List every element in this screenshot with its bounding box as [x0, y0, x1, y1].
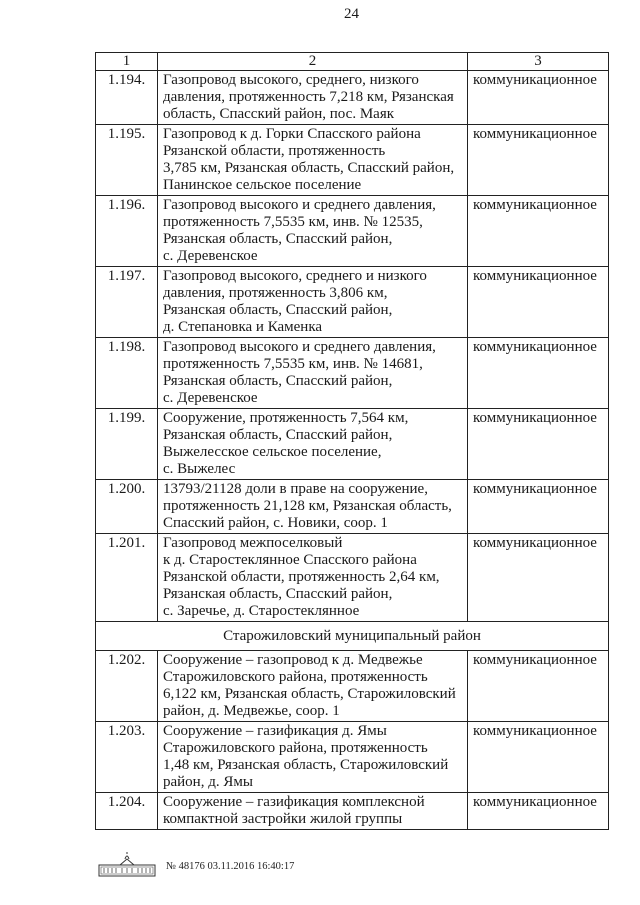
item-number: 1.200. [96, 480, 158, 534]
table-body [96, 71, 609, 830]
item-description [158, 722, 468, 793]
description-line: область, Спасский район, пос. Маяк [163, 106, 395, 122]
description-line: с. Выжелес [163, 461, 236, 477]
item-description [158, 196, 468, 267]
description-line: район, д. Ямы [163, 774, 253, 790]
description-line: Сооружение – газификация д. Ямы [163, 723, 387, 739]
description-line: Рязанская область, Спасский район, [163, 586, 393, 602]
item-number: 1.202. [96, 651, 158, 722]
table-row [96, 793, 609, 830]
table-row [96, 651, 609, 722]
item-number: 1.196. [96, 196, 158, 267]
table-row [96, 267, 609, 338]
description-line: Спасский район, с. Новики, соор. 1 [163, 515, 388, 531]
description-line: к д. Старостеклянное Спасского района [163, 552, 417, 568]
description-line: Старожиловского района, протяженность [163, 669, 428, 685]
description-line: с. Деревенское [163, 248, 258, 264]
item-description [158, 338, 468, 409]
table-header [96, 53, 609, 71]
item-category: коммуникационное [468, 196, 609, 267]
description-line: протяженность 21,128 км, Рязанская область, [163, 498, 452, 514]
item-number: 1.197. [96, 267, 158, 338]
description-line: Сооружение, протяженность 7,564 км, [163, 410, 409, 426]
description-line: давления, протяженность 7,218 км, Рязанская [163, 89, 454, 105]
item-number: 1.198. [96, 338, 158, 409]
description-line: протяженность 7,5535 км, инв. № 12535, [163, 214, 423, 230]
item-description [158, 480, 468, 534]
item-description [158, 534, 468, 622]
description-line: Рязанской области, протяженность [163, 143, 386, 159]
item-description [158, 409, 468, 480]
description-line: 13793/21128 доли в праве на сооружение, [163, 481, 428, 497]
item-number: 1.201. [96, 534, 158, 622]
description-line: Рязанская область, Спасский район, [163, 427, 393, 443]
description-line: Газопровод высокого, среднего, низкого [163, 72, 419, 88]
description-line: Сооружение – газопровод к д. Медвежье [163, 652, 423, 668]
description-line: д. Степановка и Каменка [163, 319, 323, 335]
item-category: коммуникационное [468, 125, 609, 196]
table-row [96, 480, 609, 534]
description-line: Рязанской области, протяженность 2,64 км, [163, 569, 440, 585]
description-line: Газопровод к д. Горки Спасского района [163, 126, 421, 142]
item-number: 1.204. [96, 793, 158, 830]
item-category: коммуникационное [468, 480, 609, 534]
item-category: коммуникационное [468, 267, 609, 338]
item-number: 1.199. [96, 409, 158, 480]
description-line: Газопровод высокого, среднего и низкого [163, 268, 427, 284]
description-line: Газопровод высокого и среднего давления, [163, 197, 436, 213]
item-number: 1.195. [96, 125, 158, 196]
item-description [158, 125, 468, 196]
item-category: коммуникационное [468, 71, 609, 125]
property-table [95, 52, 609, 830]
building-logo-icon [98, 851, 156, 877]
description-line: 6,122 км, Рязанская область, Старожиловский [163, 686, 456, 702]
table-row [96, 71, 609, 125]
item-category: коммуникационное [468, 722, 609, 793]
item-category: коммуникационное [468, 409, 609, 480]
item-category: коммуникационное [468, 338, 609, 409]
item-description [158, 71, 468, 125]
item-description [158, 651, 468, 722]
description-line: компактной застройки жилой группы [163, 811, 403, 827]
description-line: Выжелесское сельское поселение, [163, 444, 382, 460]
header-col-2: 2 [158, 53, 468, 71]
description-line: 1,48 км, Рязанская область, Старожиловский [163, 757, 449, 773]
table-row [96, 125, 609, 196]
description-line: Рязанская область, Спасский район, [163, 302, 393, 318]
table-row [96, 196, 609, 267]
description-line: протяженность 7,5535 км, инв. № 14681, [163, 356, 423, 372]
item-category: коммуникационное [468, 534, 609, 622]
table-row [96, 338, 609, 409]
item-category: коммуникационное [468, 651, 609, 722]
table-row [96, 534, 609, 622]
description-line: район, д. Медвежье, соор. 1 [163, 703, 340, 719]
description-line: Старожиловского района, протяженность [163, 740, 428, 756]
section-title: Старожиловский муниципальный район [96, 622, 609, 651]
description-line: Газопровод межпоселковый [163, 535, 343, 551]
description-line: 3,785 км, Рязанская область, Спасский район, [163, 160, 455, 176]
header-col-1: 1 [96, 53, 158, 71]
description-line: Газопровод высокого и среднего давления, [163, 339, 436, 355]
item-description [158, 793, 468, 830]
item-description [158, 267, 468, 338]
header-row [96, 53, 609, 71]
description-line: давления, протяженность 3,806 км, [163, 285, 388, 301]
table-row [96, 409, 609, 480]
section-row [96, 622, 609, 651]
description-line: Сооружение – газификация комплексной [163, 794, 425, 810]
page-number: 24 [344, 6, 359, 22]
description-line: Рязанская область, Спасский район, [163, 231, 393, 247]
header-col-3: 3 [468, 53, 609, 71]
registration-stamp: № 48176 03.11.2016 16:40:17 [166, 861, 295, 872]
item-number: 1.194. [96, 71, 158, 125]
description-line: Рязанская область, Спасский район, [163, 373, 393, 389]
description-line: с. Заречье, д. Старостеклянное [163, 603, 360, 619]
table-row [96, 722, 609, 793]
description-line: с. Деревенское [163, 390, 258, 406]
item-category: коммуникационное [468, 793, 609, 830]
item-number: 1.203. [96, 722, 158, 793]
description-line: Панинское сельское поселение [163, 177, 362, 193]
